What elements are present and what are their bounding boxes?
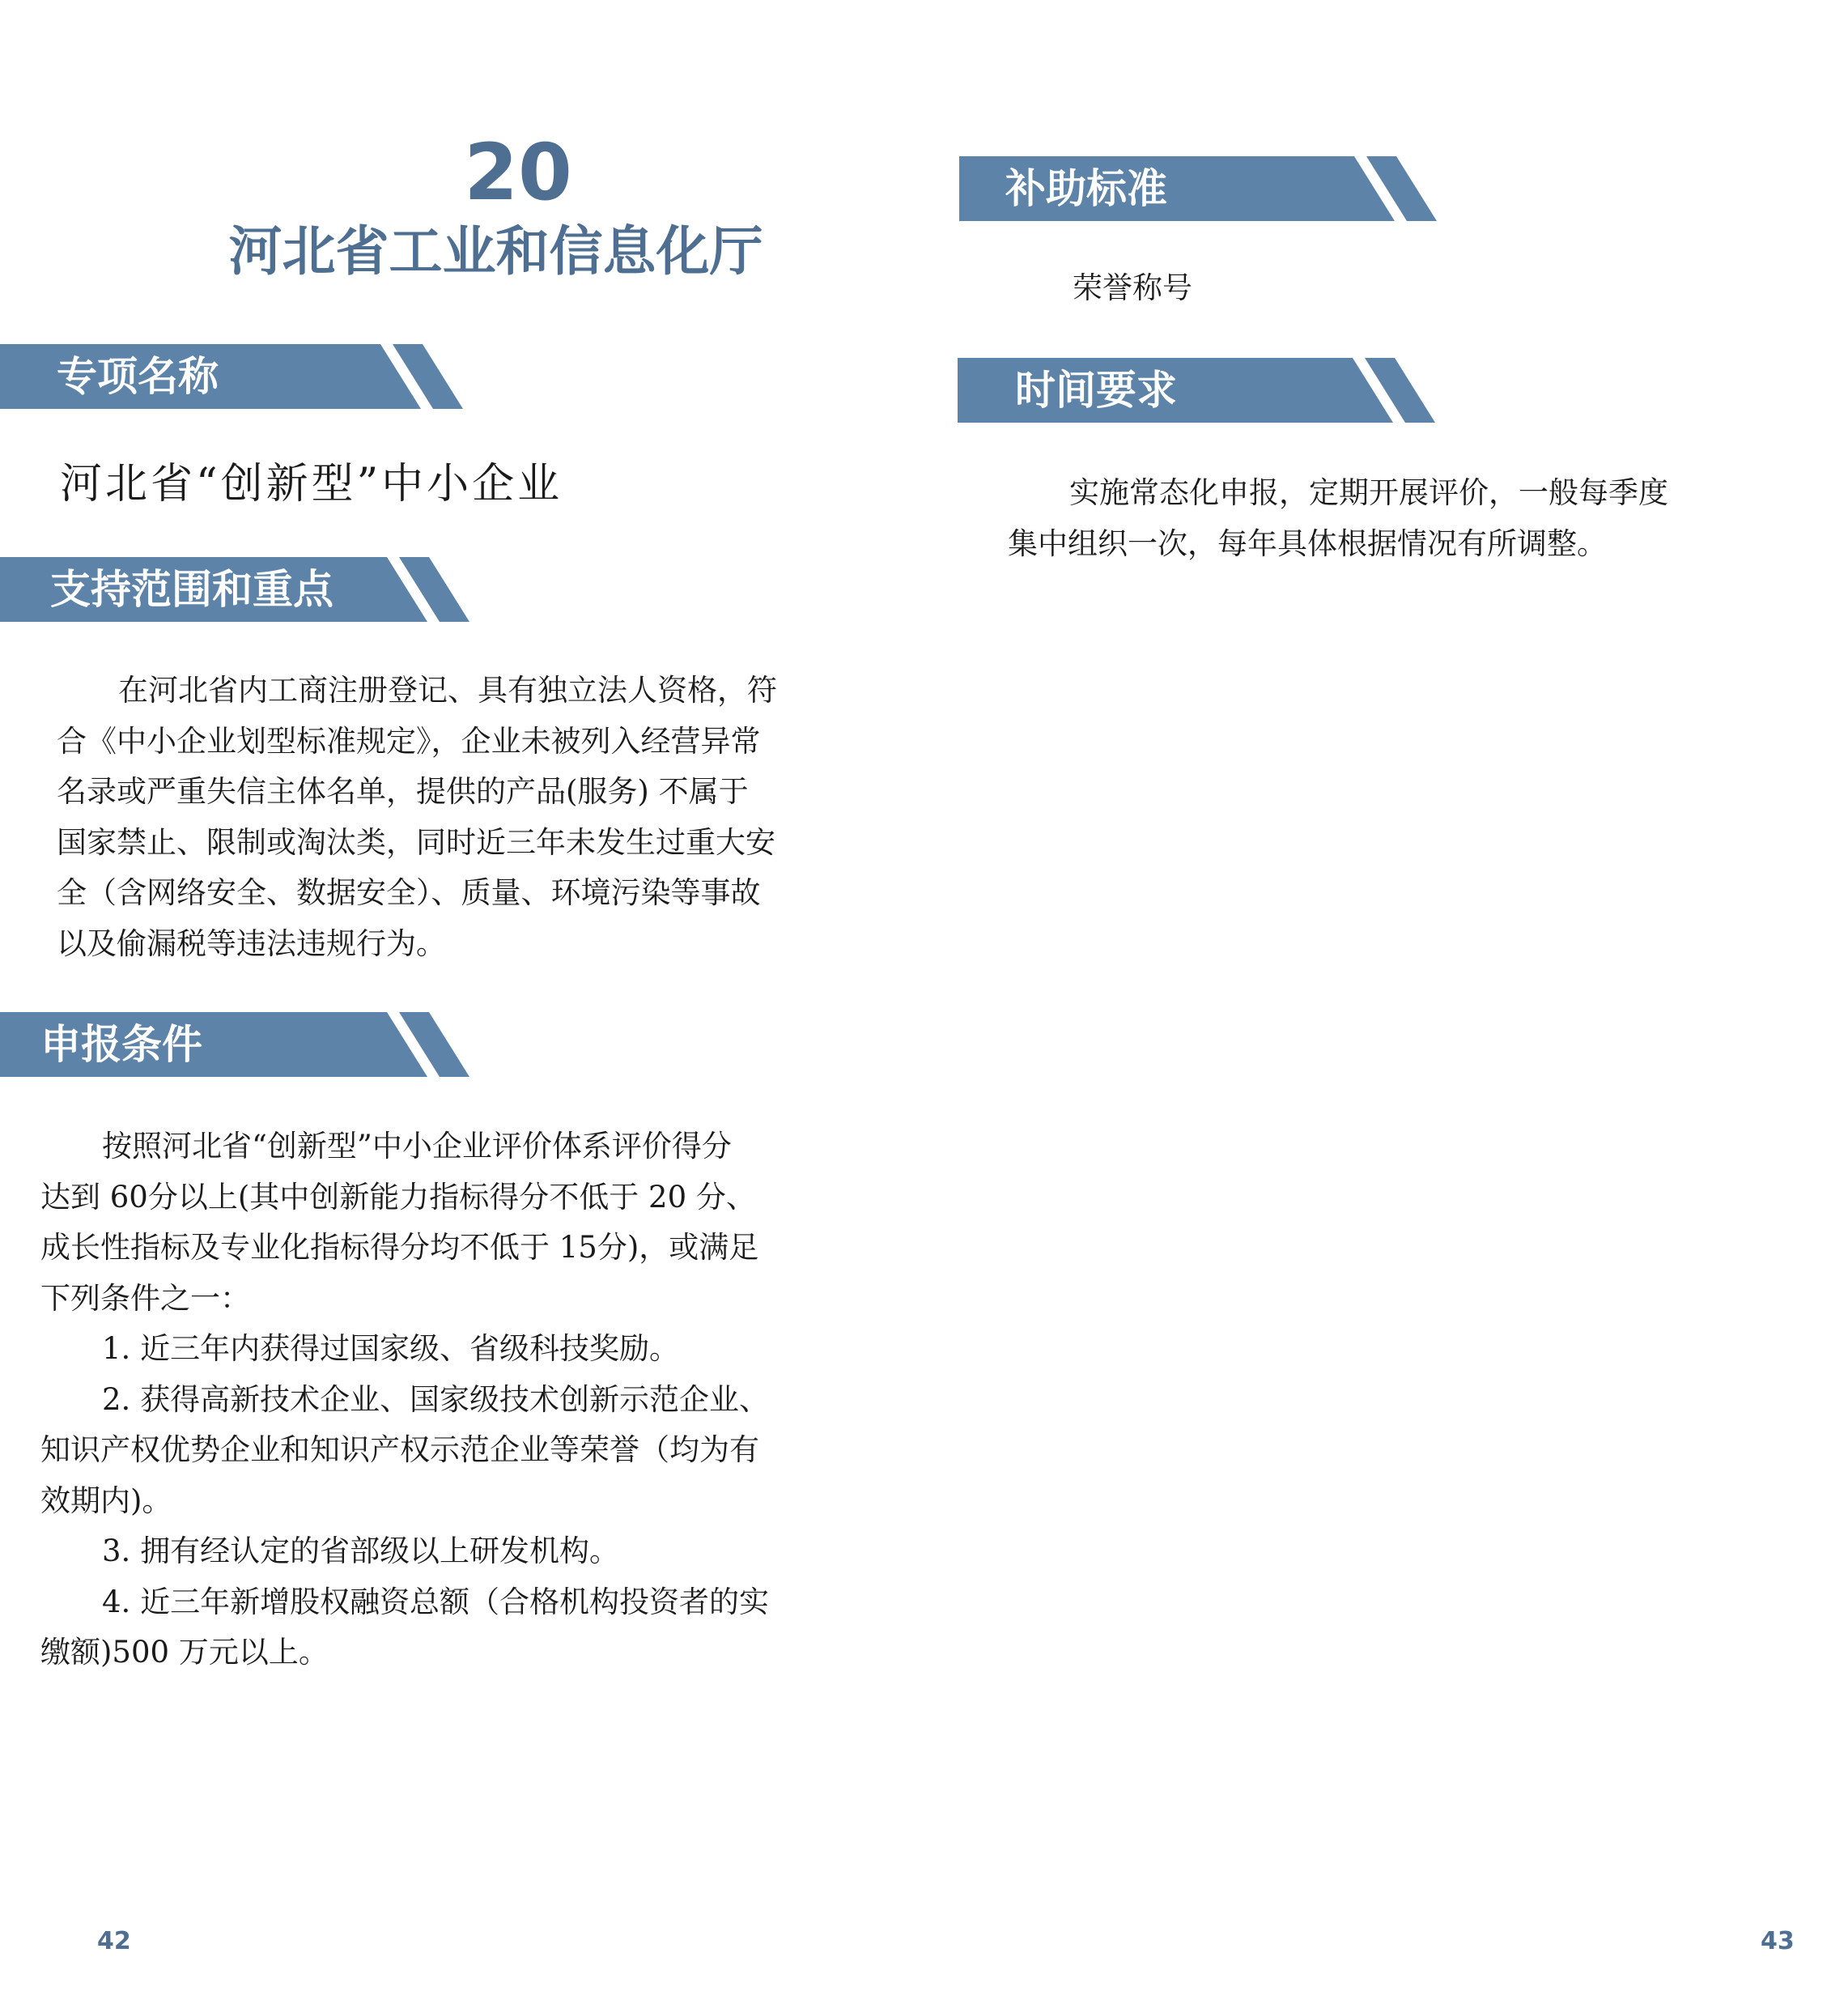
- conditions-paragraph: [40, 1121, 850, 1678]
- project-name-text: 河北省“创新型”中小企业: [60, 460, 563, 508]
- page-number-left: 42: [97, 1927, 131, 1955]
- page-number-right: 43: [1761, 1927, 1795, 1955]
- conditions-line: 3. 拥有经认定的省部级以上研发机构。: [102, 1534, 620, 1568]
- organization-title: 河北省工业和信息化厅: [228, 220, 763, 283]
- conditions-line: 1. 近三年内获得过国家级、省级科技奖励。: [102, 1331, 680, 1366]
- scope-line: 在河北省内工商注册登记、具有独立法人资格，符: [118, 673, 777, 708]
- banner-conditions-label: 申报条件: [40, 1021, 202, 1068]
- conditions-line: 效期内)。: [40, 1483, 172, 1518]
- conditions-line: 达到 60分以上(其中创新能力指标得分不低于 20 分、: [40, 1179, 756, 1215]
- banner-conditions: [0, 1012, 469, 1077]
- banner-project-name: [0, 344, 469, 409]
- section-number: 20: [464, 127, 572, 218]
- banner-subsidy: [959, 156, 1429, 221]
- scope-line: 合《中小企业划型标准规定》，企业未被列入经营异常: [57, 723, 761, 759]
- conditions-line: 成长性指标及专业化指标得分均不低于 15分)，或满足: [40, 1230, 759, 1265]
- subsidy-text: 荣誉称号: [1073, 270, 1192, 305]
- banner-scope-label: 支持范围和重点: [50, 566, 333, 613]
- banner-subsidy-label: 补助标准: [1005, 165, 1167, 212]
- conditions-line: 按照河北省“创新型”中小企业评价体系评价得分: [102, 1129, 732, 1164]
- timing-paragraph: [1008, 468, 1817, 569]
- conditions-line: 2. 获得高新技术企业、国家级技术创新示范企业、: [102, 1381, 770, 1417]
- scope-line: 国家禁止、限制或淘汰类，同时近三年未发生过重大安: [57, 824, 775, 860]
- conditions-line: 下列条件之一：: [40, 1280, 250, 1316]
- scope-paragraph: [57, 666, 850, 969]
- banner-timing-label: 时间要求: [1015, 367, 1177, 414]
- banner-scope: [0, 557, 469, 622]
- banner-project-name-label: 专项名称: [57, 353, 219, 400]
- conditions-line: 4. 近三年新增股权融资总额（合格机构投资者的实: [102, 1584, 770, 1619]
- scope-line: 名录或严重失信主体名单，提供的产品(服务) 不属于: [57, 774, 749, 809]
- scope-line: 以及偷漏税等违法违规行为。: [57, 925, 446, 961]
- banner-timing: [958, 358, 1427, 423]
- scope-line: 全（含网络安全、数据安全）、质量、环境污染等事故: [57, 875, 761, 910]
- timing-line: 集中组织一次，每年具体根据情况有所调整。: [1008, 525, 1607, 561]
- conditions-line: 缴额)500 万元以上。: [40, 1635, 329, 1670]
- timing-line: 实施常态化申报，定期开展评价，一般每季度: [1069, 475, 1668, 510]
- conditions-line: 知识产权优势企业和知识产权示范企业等荣誉（均为有: [40, 1432, 759, 1467]
